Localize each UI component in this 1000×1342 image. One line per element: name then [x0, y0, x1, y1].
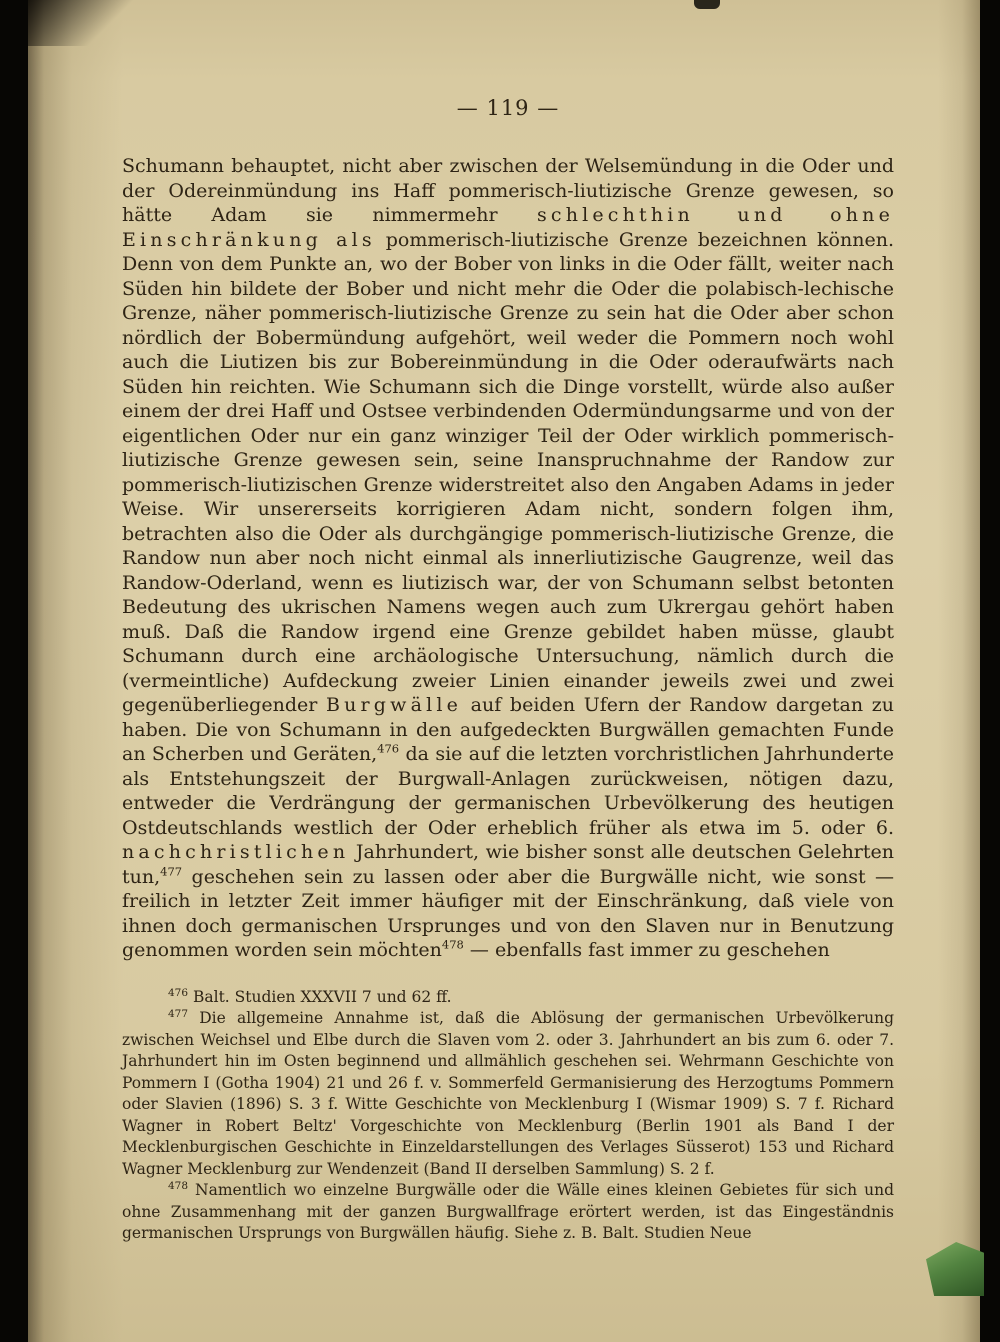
page-content: [122, 0, 894, 1245]
footnote-marker: 478: [168, 1179, 189, 1192]
body-paragraph: [122, 154, 894, 963]
footnote-text: Namentlich wo einzelne Burgwälle oder die Wälle eines kleinen Gebietes für sich und ohne Zusammenhang mit der ganzen Burgwallfrage erörtert werden, ist das Eingeständnis germanischen Ursprungs von Burgwällen häufig. Siehe z. B. Balt. Studien Neue: [122, 1181, 895, 1242]
footnote-476: [122, 987, 894, 1009]
footnote-marker: 476: [168, 986, 189, 999]
footnote-text: Die allgemeine Annahme ist, daß die Ablösung der germanischen Urbevölkerung zwischen Weichsel und Elbe durch die Slaven vom 2. oder 3. Jahrhundert an bis zum 6. oder 7. Jahrhundert hin im Osten beginnend und allmählich geschehen sei. Wehrmann Geschichte von Pommern I (Gotha 1904) 21 und 26 f. v. Sommerfeld Germanisierung des Herzogtums Pommern oder Slavien (1896) S. 3 f. Witte Geschichte von Mecklenburg I (Wismar 1909) S. 7 f. Richard Wagner in Robert Beltz' Vorgeschichte von Mecklenburg (Berlin 1901 als Band I der Mecklenburgischen Geschichte in Einzeldarstellungen des Verlages Süsserot) 153 und Richard Wagner Mecklenburg zur Wendenzeit (Band II derselben Sammlung) S. 2 f.: [122, 1009, 895, 1178]
footnote-text: Balt. Studien XXXVII 7 und 62 ff.: [192, 987, 452, 1006]
footnote-ref-476: 476: [377, 741, 400, 756]
footnote-478: [122, 1180, 894, 1245]
body-text-letterspaced: nachchristlichen: [122, 841, 350, 863]
footnote-ref-478: 478: [441, 937, 464, 952]
body-text-letterspaced: Burgwälle: [325, 694, 463, 716]
body-text-segment: auf beiden Ufern der Randow dargetan zu haben. Die von Schumann in den aufgedeckten Burgwällen gemachten Funde an Scherben und Geräten,: [122, 694, 894, 765]
body-text-letterspaced: schlechthin und ohne Einschränkung als: [122, 204, 894, 251]
scan-artifact-notch: [694, 0, 720, 9]
footnote-marker: 477: [168, 1007, 189, 1020]
footnotes-section: [122, 987, 894, 1245]
body-text-segment: geschehen sein zu lassen oder aber die Burgwälle nicht, wie sonst — freilich in letzter Zeit immer häufiger mit der Einschränkung, daß viele von ihnen doch germanischen Ursprunges und von den Slaven nur in Benutzung genommen worden sein möchten: [122, 865, 894, 961]
body-text-segment: Schumann behauptet, nicht aber zwischen der Welsemündung in die Oder und der Odereinmündung ins Haff pommerisch-liutizische Grenze gewesen, so hätte Adam sie nimmermehr: [122, 155, 894, 226]
body-text-segment: — ebenfalls fast immer zu geschehen: [463, 939, 830, 961]
scan-corner-shadow: [28, 0, 138, 46]
book-page: [28, 0, 980, 1342]
body-text-segment: Jahrhundert, wie bisher sonst alle deutschen Gelehrten tun,: [122, 841, 894, 888]
body-text-segment: pommerisch-liutizische Grenze bezeichnen können. Denn von dem Punkte an, wo der Bober von links in die Oder fällt, weiter nach Süden hin bildete der Bober und nicht mehr die Oder die polabisch-lechische Grenze, näher pommerisch-liutizische Grenze zu sein hat die Oder aber schon nördlich der Bobermündung aufgehört, weil weder die Pommern noch wohl auch die Liutizen bis zur Bobereinmündung in die Oder oderaufwärts nach Süden hin reichten. Wie Schumann sich die Dinge vorstellt, würde also außer einem der drei Haff und Ostsee verbindenden Odermündungsarme und von der eigentlichen Oder nur ein ganz winziger Teil der Oder wirklich pommerisch-liutizische Grenze gewesen sein, seine Inanspruchnahme der Randow zur pommerisch-liutizischen Grenze widerstreitet also den Angaben Adams in jeder Weise. Wir unsererseits korrigieren Adam nicht, sondern folgen ihm, betrachten also die Oder als durchgängige pommerisch-liutizische Grenze, die Randow nun aber noch nicht einmal als innerliutizische Gaugrenze, weil das Randow-Oderland, wenn es liutizisch war, der von Schumann selbst betonten Bedeutung des ukrischen Namens wegen auch zum Ukrergau gehört haben muß. Daß die Randow irgend eine Grenze gebildet haben müsse, glaubt Schumann durch eine archäologische Untersuchung, nämlich durch die (vermeintliche) Aufdeckung zweier Linien einander jeweils zwei und zwei gegenüberliegender: [122, 228, 894, 716]
footnote-ref-477: 477: [160, 864, 183, 879]
body-text-segment: da sie auf die letzten vorchristlichen Jahrhunderte als Entstehungszeit der Burgwall-Anlagen zurückweisen, nötigen dazu, entweder die Verdrängung der germanischen Urbevölkerung des heutigen Ostdeutschlands westlich der Oder erheblich früher als etwa im 5. oder 6.: [122, 743, 894, 839]
footnote-477: [122, 1008, 894, 1180]
page-number: — 119 —: [456, 96, 560, 120]
